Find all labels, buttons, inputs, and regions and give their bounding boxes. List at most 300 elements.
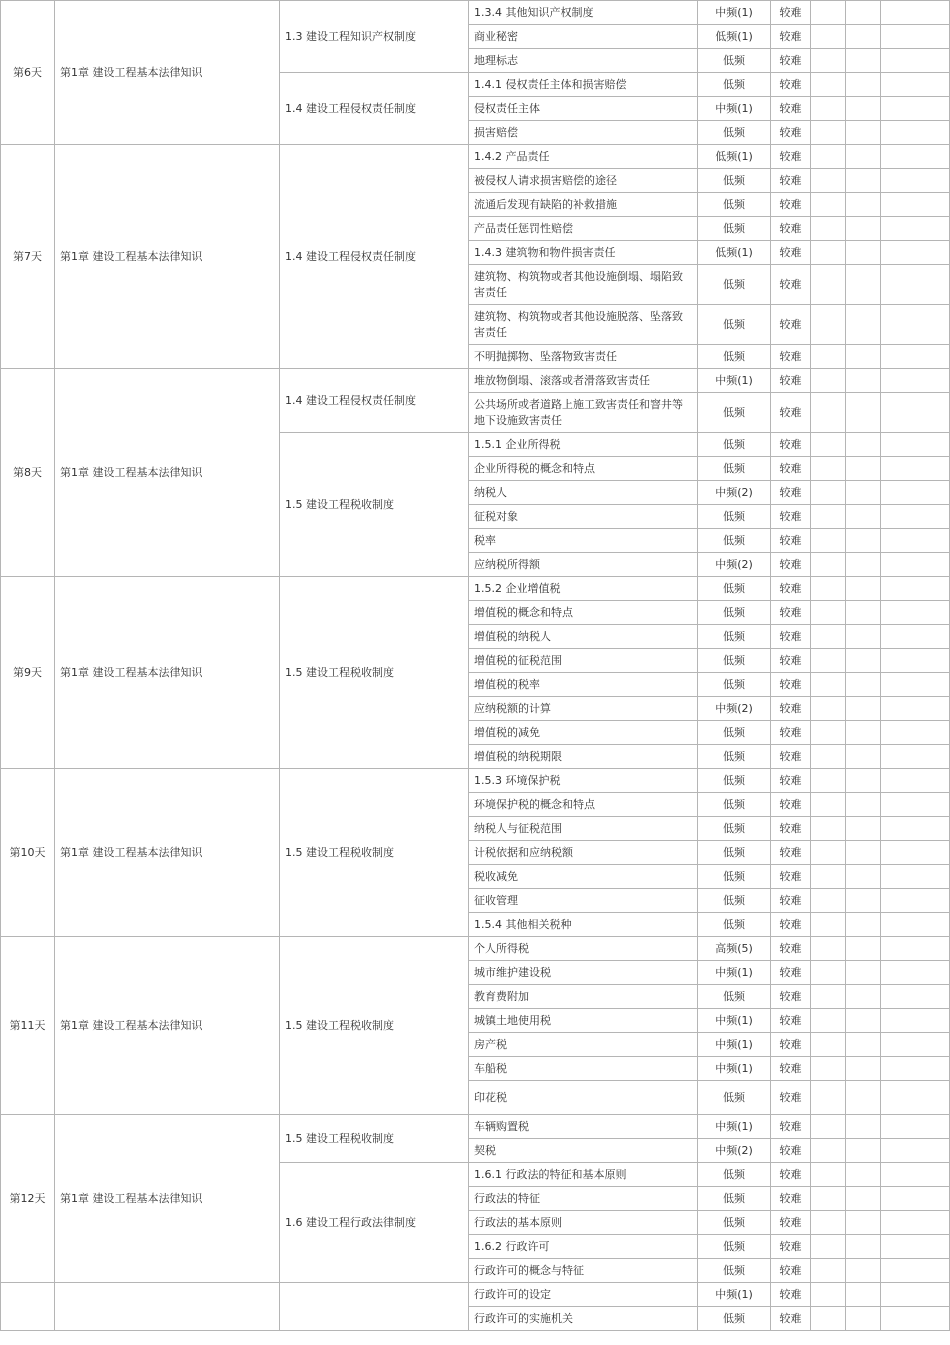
checkbox-cell — [811, 25, 846, 49]
topic-cell: 房产税 — [469, 1033, 698, 1057]
checkbox-cell — [846, 1033, 881, 1057]
checkbox-cell — [811, 217, 846, 241]
topic-cell: 建筑物、构筑物或者其他设施倒塌、塌陷致害责任 — [469, 265, 698, 305]
checkbox-cell — [846, 481, 881, 505]
checkbox-cell — [846, 369, 881, 393]
topic-cell: 增值税的纳税期限 — [469, 745, 698, 769]
frequency-cell: 低频 — [698, 769, 771, 793]
frequency-cell: 低频 — [698, 745, 771, 769]
difficulty-cell: 较难 — [771, 1163, 811, 1187]
checkbox-cell — [811, 345, 846, 369]
table-row — [1, 1, 950, 25]
checkbox-cell — [811, 393, 846, 433]
difficulty-cell: 较难 — [771, 697, 811, 721]
checkbox-cell — [811, 769, 846, 793]
frequency-cell: 中频(2) — [698, 697, 771, 721]
checkbox-cell — [846, 1009, 881, 1033]
frequency-cell: 低频 — [698, 49, 771, 73]
topic-cell: 纳税人 — [469, 481, 698, 505]
difficulty-cell: 较难 — [771, 625, 811, 649]
checkbox-cell — [846, 553, 881, 577]
checkbox-cell — [811, 169, 846, 193]
checkbox-cell — [881, 721, 950, 745]
section-cell: 1.5 建设工程税收制度 — [280, 769, 469, 937]
checkbox-cell — [881, 1033, 950, 1057]
checkbox-cell — [846, 457, 881, 481]
topic-cell: 应纳税所得额 — [469, 553, 698, 577]
frequency-cell: 中频(1) — [698, 1115, 771, 1139]
checkbox-cell — [846, 73, 881, 97]
checkbox-cell — [811, 97, 846, 121]
frequency-cell: 中频(2) — [698, 1139, 771, 1163]
checkbox-cell — [811, 817, 846, 841]
topic-cell: 企业所得税的概念和特点 — [469, 457, 698, 481]
checkbox-cell — [846, 697, 881, 721]
topic-cell: 1.6.1 行政法的特征和基本原则 — [469, 1163, 698, 1187]
checkbox-cell — [846, 305, 881, 345]
checkbox-cell — [811, 193, 846, 217]
difficulty-cell: 较难 — [771, 217, 811, 241]
day-cell: 第7天 — [1, 145, 55, 369]
checkbox-cell — [881, 697, 950, 721]
day-cell: 第8天 — [1, 369, 55, 577]
checkbox-cell — [881, 345, 950, 369]
chapter-cell: 第1章 建设工程基本法律知识 — [55, 369, 280, 577]
difficulty-cell: 较难 — [771, 505, 811, 529]
table-row — [1, 937, 950, 961]
checkbox-cell — [846, 889, 881, 913]
checkbox-cell — [846, 1057, 881, 1081]
checkbox-cell — [846, 673, 881, 697]
checkbox-cell — [811, 577, 846, 601]
difficulty-cell: 较难 — [771, 25, 811, 49]
difficulty-cell: 较难 — [771, 721, 811, 745]
checkbox-cell — [811, 1187, 846, 1211]
checkbox-cell — [846, 721, 881, 745]
section-cell: 1.5 建设工程税收制度 — [280, 1115, 469, 1163]
checkbox-cell — [846, 169, 881, 193]
checkbox-cell — [811, 889, 846, 913]
frequency-cell: 低频 — [698, 217, 771, 241]
frequency-cell: 低频 — [698, 1211, 771, 1235]
checkbox-cell — [846, 1, 881, 25]
day-cell: 第6天 — [1, 1, 55, 145]
checkbox-cell — [881, 457, 950, 481]
checkbox-cell — [811, 745, 846, 769]
frequency-cell: 低频 — [698, 73, 771, 97]
topic-cell: 契税 — [469, 1139, 698, 1163]
frequency-cell: 低频 — [698, 985, 771, 1009]
checkbox-cell — [811, 841, 846, 865]
day-cell: 第10天 — [1, 769, 55, 937]
checkbox-cell — [881, 913, 950, 937]
checkbox-cell — [811, 649, 846, 673]
checkbox-cell — [881, 25, 950, 49]
checkbox-cell — [846, 577, 881, 601]
checkbox-cell — [846, 1259, 881, 1283]
difficulty-cell: 较难 — [771, 961, 811, 985]
difficulty-cell: 较难 — [771, 121, 811, 145]
frequency-cell: 低频 — [698, 1163, 771, 1187]
checkbox-cell — [811, 553, 846, 577]
frequency-cell: 低频 — [698, 529, 771, 553]
topic-cell: 征税对象 — [469, 505, 698, 529]
frequency-cell: 中频(1) — [698, 369, 771, 393]
frequency-cell: 低频 — [698, 817, 771, 841]
difficulty-cell: 较难 — [771, 241, 811, 265]
checkbox-cell — [881, 889, 950, 913]
chapter-cell: 第1章 建设工程基本法律知识 — [55, 1115, 280, 1283]
frequency-cell: 低频(1) — [698, 145, 771, 169]
topic-cell: 1.5.3 环境保护税 — [469, 769, 698, 793]
checkbox-cell — [811, 625, 846, 649]
checkbox-cell — [846, 1307, 881, 1331]
checkbox-cell — [881, 529, 950, 553]
checkbox-cell — [811, 1283, 846, 1307]
checkbox-cell — [811, 985, 846, 1009]
checkbox-cell — [881, 241, 950, 265]
checkbox-cell — [811, 433, 846, 457]
checkbox-cell — [881, 865, 950, 889]
checkbox-cell — [811, 865, 846, 889]
section-cell: 1.4 建设工程侵权责任制度 — [280, 73, 469, 145]
difficulty-cell: 较难 — [771, 1259, 811, 1283]
checkbox-cell — [811, 961, 846, 985]
checkbox-cell — [846, 1115, 881, 1139]
checkbox-cell — [846, 745, 881, 769]
topic-cell: 征收管理 — [469, 889, 698, 913]
frequency-cell: 中频(1) — [698, 97, 771, 121]
checkbox-cell — [811, 1139, 846, 1163]
topic-cell: 1.4.2 产品责任 — [469, 145, 698, 169]
checkbox-cell — [811, 305, 846, 345]
frequency-cell: 低频 — [698, 1307, 771, 1331]
difficulty-cell: 较难 — [771, 769, 811, 793]
checkbox-cell — [811, 721, 846, 745]
frequency-cell: 低频 — [698, 193, 771, 217]
checkbox-cell — [881, 393, 950, 433]
difficulty-cell: 较难 — [771, 553, 811, 577]
day-cell: 第12天 — [1, 1115, 55, 1283]
checkbox-cell — [846, 121, 881, 145]
checkbox-cell — [846, 193, 881, 217]
topic-cell: 1.4.1 侵权责任主体和损害赔偿 — [469, 73, 698, 97]
section-cell: 1.5 建设工程税收制度 — [280, 433, 469, 577]
checkbox-cell — [881, 49, 950, 73]
difficulty-cell: 较难 — [771, 169, 811, 193]
checkbox-cell — [881, 73, 950, 97]
difficulty-cell: 较难 — [771, 433, 811, 457]
topic-cell: 行政许可的概念与特征 — [469, 1259, 698, 1283]
checkbox-cell — [881, 1057, 950, 1081]
checkbox-cell — [846, 145, 881, 169]
checkbox-cell — [811, 1259, 846, 1283]
frequency-cell: 中频(2) — [698, 481, 771, 505]
frequency-cell: 低频 — [698, 649, 771, 673]
difficulty-cell: 较难 — [771, 889, 811, 913]
topic-cell: 个人所得税 — [469, 937, 698, 961]
checkbox-cell — [881, 1081, 950, 1115]
topic-cell: 1.5.2 企业增值税 — [469, 577, 698, 601]
frequency-cell: 中频(1) — [698, 1, 771, 25]
checkbox-cell — [811, 1115, 846, 1139]
checkbox-cell — [811, 1081, 846, 1115]
topic-cell: 印花税 — [469, 1081, 698, 1115]
difficulty-cell: 较难 — [771, 193, 811, 217]
checkbox-cell — [846, 625, 881, 649]
checkbox-cell — [881, 1235, 950, 1259]
difficulty-cell: 较难 — [771, 1115, 811, 1139]
checkbox-cell — [881, 1283, 950, 1307]
checkbox-cell — [881, 1211, 950, 1235]
topic-cell: 应纳税额的计算 — [469, 697, 698, 721]
topic-cell: 增值税的减免 — [469, 721, 698, 745]
section-cell — [280, 1283, 469, 1331]
checkbox-cell — [881, 1187, 950, 1211]
frequency-cell: 低频 — [698, 1081, 771, 1115]
checkbox-cell — [881, 121, 950, 145]
topic-cell: 侵权责任主体 — [469, 97, 698, 121]
checkbox-cell — [846, 985, 881, 1009]
checkbox-cell — [846, 25, 881, 49]
chapter-cell: 第1章 建设工程基本法律知识 — [55, 145, 280, 369]
checkbox-cell — [846, 841, 881, 865]
checkbox-cell — [881, 961, 950, 985]
frequency-cell: 低频 — [698, 1259, 771, 1283]
checkbox-cell — [811, 481, 846, 505]
difficulty-cell: 较难 — [771, 649, 811, 673]
checkbox-cell — [846, 1081, 881, 1115]
frequency-cell: 低频(1) — [698, 25, 771, 49]
day-cell: 第9天 — [1, 577, 55, 769]
checkbox-cell — [846, 817, 881, 841]
frequency-cell: 低频 — [698, 841, 771, 865]
checkbox-cell — [811, 121, 846, 145]
difficulty-cell: 较难 — [771, 937, 811, 961]
checkbox-cell — [846, 97, 881, 121]
frequency-cell: 中频(1) — [698, 1009, 771, 1033]
checkbox-cell — [811, 913, 846, 937]
checkbox-cell — [881, 793, 950, 817]
checkbox-cell — [881, 1009, 950, 1033]
topic-cell: 堆放物倒塌、滚落或者滑落致害责任 — [469, 369, 698, 393]
checkbox-cell — [846, 1187, 881, 1211]
frequency-cell: 低频 — [698, 913, 771, 937]
checkbox-cell — [846, 865, 881, 889]
checkbox-cell — [811, 697, 846, 721]
checkbox-cell — [881, 1307, 950, 1331]
topic-cell: 不明抛掷物、坠落物致害责任 — [469, 345, 698, 369]
checkbox-cell — [881, 305, 950, 345]
difficulty-cell: 较难 — [771, 345, 811, 369]
checkbox-cell — [846, 49, 881, 73]
table-row — [1, 1283, 950, 1307]
topic-cell: 1.6.2 行政许可 — [469, 1235, 698, 1259]
checkbox-cell — [846, 241, 881, 265]
checkbox-cell — [881, 97, 950, 121]
difficulty-cell: 较难 — [771, 865, 811, 889]
topic-cell: 税率 — [469, 529, 698, 553]
difficulty-cell: 较难 — [771, 1235, 811, 1259]
checkbox-cell — [846, 1139, 881, 1163]
checkbox-cell — [811, 369, 846, 393]
difficulty-cell: 较难 — [771, 145, 811, 169]
frequency-cell: 低频 — [698, 625, 771, 649]
frequency-cell: 低频 — [698, 433, 771, 457]
checkbox-cell — [846, 961, 881, 985]
difficulty-cell: 较难 — [771, 913, 811, 937]
checkbox-cell — [881, 369, 950, 393]
difficulty-cell: 较难 — [771, 97, 811, 121]
difficulty-cell: 较难 — [771, 601, 811, 625]
checkbox-cell — [811, 265, 846, 305]
checkbox-cell — [846, 1235, 881, 1259]
difficulty-cell: 较难 — [771, 49, 811, 73]
checkbox-cell — [881, 217, 950, 241]
topic-cell: 纳税人与征税范围 — [469, 817, 698, 841]
checkbox-cell — [881, 673, 950, 697]
checkbox-cell — [811, 673, 846, 697]
frequency-cell: 低频 — [698, 265, 771, 305]
checkbox-cell — [811, 1, 846, 25]
frequency-cell: 低频 — [698, 793, 771, 817]
checkbox-cell — [881, 1259, 950, 1283]
checkbox-cell — [881, 145, 950, 169]
day-cell: 第11天 — [1, 937, 55, 1115]
frequency-cell: 中频(2) — [698, 553, 771, 577]
difficulty-cell: 较难 — [771, 841, 811, 865]
topic-cell: 产品责任惩罚性赔偿 — [469, 217, 698, 241]
difficulty-cell: 较难 — [771, 745, 811, 769]
frequency-cell: 低频 — [698, 1235, 771, 1259]
frequency-cell: 低频 — [698, 601, 771, 625]
topic-cell: 1.5.4 其他相关税种 — [469, 913, 698, 937]
checkbox-cell — [881, 433, 950, 457]
frequency-cell: 低频 — [698, 457, 771, 481]
topic-cell: 城市维护建设税 — [469, 961, 698, 985]
checkbox-cell — [881, 817, 950, 841]
difficulty-cell: 较难 — [771, 673, 811, 697]
checkbox-cell — [881, 937, 950, 961]
frequency-cell: 低频 — [698, 889, 771, 913]
checkbox-cell — [881, 265, 950, 305]
checkbox-cell — [846, 1283, 881, 1307]
topic-cell: 增值税的征税范围 — [469, 649, 698, 673]
checkbox-cell — [881, 169, 950, 193]
checkbox-cell — [846, 1163, 881, 1187]
table-row — [1, 1115, 950, 1139]
checkbox-cell — [846, 345, 881, 369]
topic-cell: 车船税 — [469, 1057, 698, 1081]
frequency-cell: 中频(1) — [698, 1283, 771, 1307]
topic-cell: 城镇土地使用税 — [469, 1009, 698, 1033]
checkbox-cell — [846, 505, 881, 529]
frequency-cell: 低频(1) — [698, 241, 771, 265]
checkbox-cell — [811, 241, 846, 265]
checkbox-cell — [811, 457, 846, 481]
difficulty-cell: 较难 — [771, 1187, 811, 1211]
difficulty-cell: 较难 — [771, 985, 811, 1009]
checkbox-cell — [811, 937, 846, 961]
checkbox-cell — [881, 841, 950, 865]
difficulty-cell: 较难 — [771, 1307, 811, 1331]
difficulty-cell: 较难 — [771, 393, 811, 433]
difficulty-cell: 较难 — [771, 529, 811, 553]
checkbox-cell — [811, 1033, 846, 1057]
topic-cell: 1.5.1 企业所得税 — [469, 433, 698, 457]
difficulty-cell: 较难 — [771, 1081, 811, 1115]
difficulty-cell: 较难 — [771, 1009, 811, 1033]
checkbox-cell — [881, 1139, 950, 1163]
checkbox-cell — [811, 1057, 846, 1081]
checkbox-cell — [881, 1163, 950, 1187]
checkbox-cell — [881, 577, 950, 601]
frequency-cell: 低频 — [698, 169, 771, 193]
difficulty-cell: 较难 — [771, 369, 811, 393]
checkbox-cell — [811, 793, 846, 817]
checkbox-cell — [846, 601, 881, 625]
checkbox-cell — [811, 1009, 846, 1033]
frequency-cell: 低频 — [698, 305, 771, 345]
topic-cell: 行政法的特征 — [469, 1187, 698, 1211]
frequency-cell: 高频(5) — [698, 937, 771, 961]
topic-cell: 1.4.3 建筑物和物件损害责任 — [469, 241, 698, 265]
chapter-cell — [55, 1283, 280, 1331]
difficulty-cell: 较难 — [771, 481, 811, 505]
topic-cell: 行政许可的实施机关 — [469, 1307, 698, 1331]
topic-cell: 增值税的概念和特点 — [469, 601, 698, 625]
checkbox-cell — [846, 1211, 881, 1235]
topic-cell: 公共场所或者道路上施工致害责任和窨井等地下设施致害责任 — [469, 393, 698, 433]
topic-cell: 车辆购置税 — [469, 1115, 698, 1139]
frequency-cell: 中频(1) — [698, 1057, 771, 1081]
checkbox-cell — [846, 793, 881, 817]
table-row — [1, 145, 950, 169]
checkbox-cell — [881, 553, 950, 577]
chapter-cell: 第1章 建设工程基本法律知识 — [55, 769, 280, 937]
frequency-cell: 低频 — [698, 721, 771, 745]
section-cell: 1.4 建设工程侵权责任制度 — [280, 369, 469, 433]
topic-cell: 流通后发现有缺陷的补救措施 — [469, 193, 698, 217]
difficulty-cell: 较难 — [771, 305, 811, 345]
topic-cell: 商业秘密 — [469, 25, 698, 49]
checkbox-cell — [846, 265, 881, 305]
checkbox-cell — [846, 217, 881, 241]
checkbox-cell — [811, 1307, 846, 1331]
section-cell: 1.3 建设工程知识产权制度 — [280, 1, 469, 73]
difficulty-cell: 较难 — [771, 1139, 811, 1163]
difficulty-cell: 较难 — [771, 265, 811, 305]
checkbox-cell — [811, 49, 846, 73]
topic-cell: 建筑物、构筑物或者其他设施脱落、坠落致害责任 — [469, 305, 698, 345]
topic-cell: 增值税的税率 — [469, 673, 698, 697]
difficulty-cell: 较难 — [771, 793, 811, 817]
checkbox-cell — [811, 601, 846, 625]
checkbox-cell — [881, 625, 950, 649]
frequency-cell: 中频(1) — [698, 961, 771, 985]
difficulty-cell: 较难 — [771, 1211, 811, 1235]
checkbox-cell — [881, 985, 950, 1009]
topic-cell: 地理标志 — [469, 49, 698, 73]
difficulty-cell: 较难 — [771, 1057, 811, 1081]
checkbox-cell — [811, 73, 846, 97]
topic-cell: 行政许可的设定 — [469, 1283, 698, 1307]
checkbox-cell — [846, 393, 881, 433]
checkbox-cell — [811, 1211, 846, 1235]
frequency-cell: 低频 — [698, 505, 771, 529]
checkbox-cell — [881, 1115, 950, 1139]
table-row — [1, 769, 950, 793]
